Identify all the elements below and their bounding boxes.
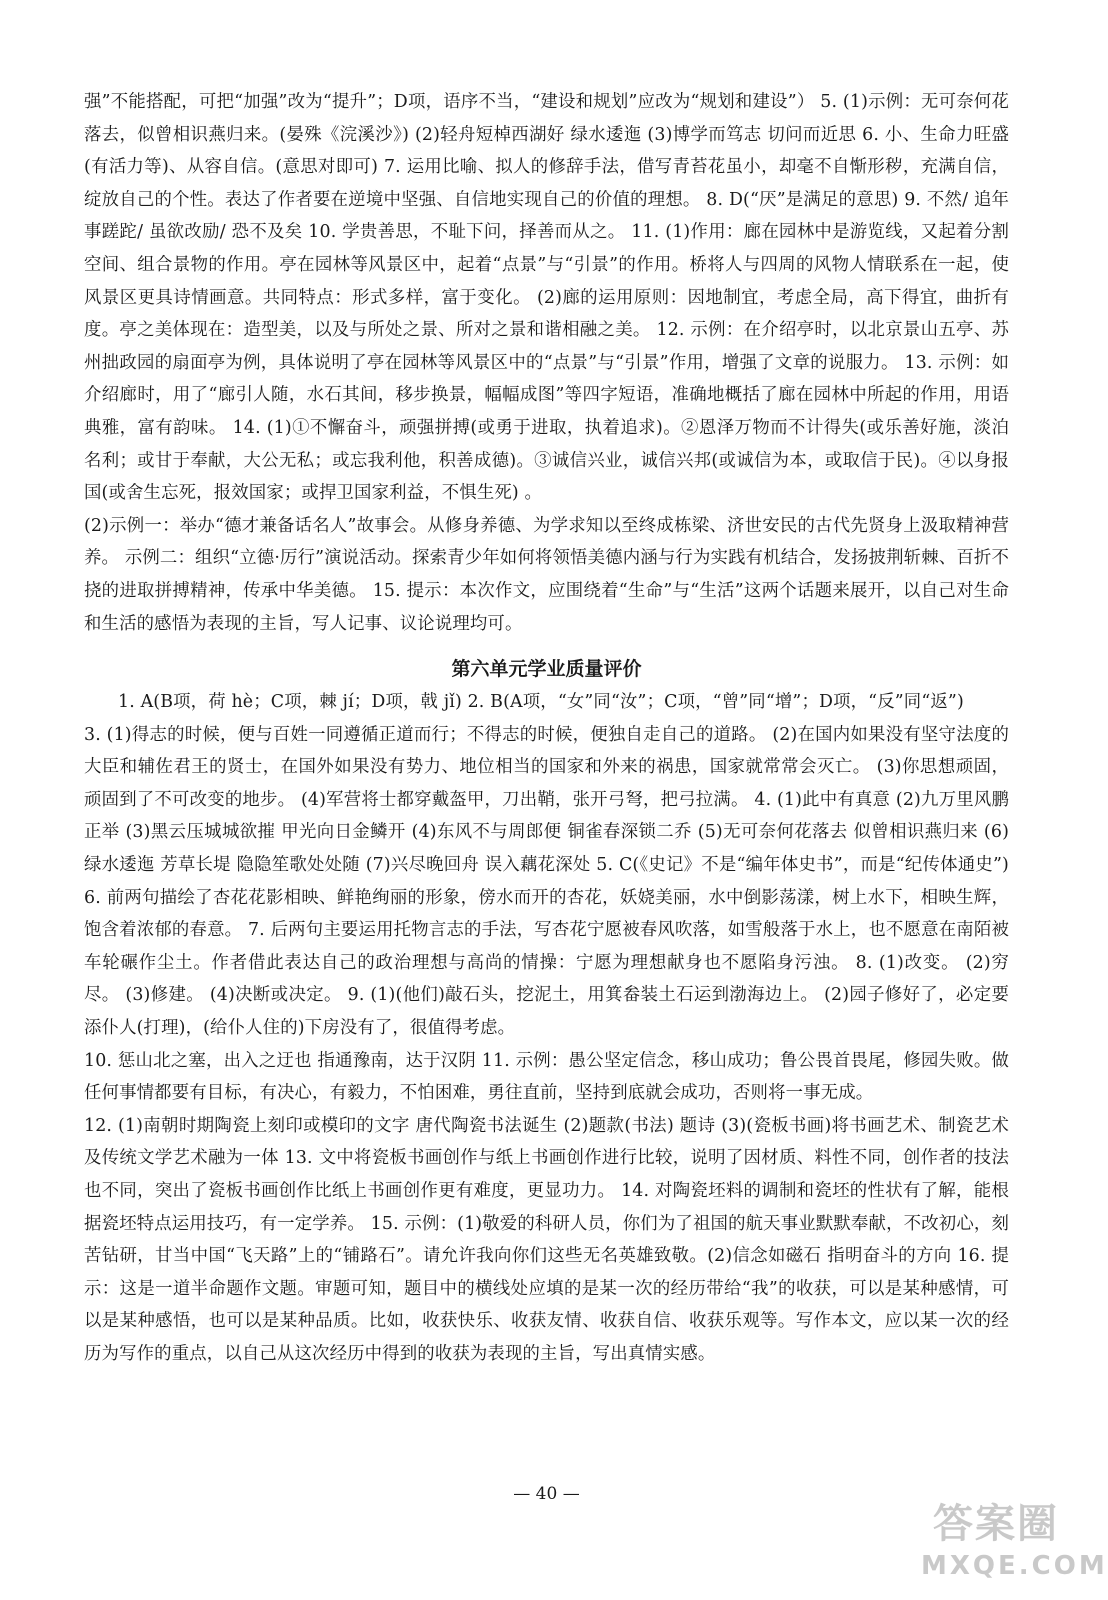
section-title: 第六单元学业质量评价 xyxy=(451,658,642,681)
watermark-logo-text: 答案圈 xyxy=(933,1501,1059,1547)
answer-page xyxy=(84,86,1009,1371)
answer-paragraph-2: (2)示例一：举办“德才兼备话名人”故事会。从修身养德、为学求知以至终成栋梁、济世安民的古代先贤身上汲取精神营养。 示例二：组织“立德·厉行”演说活动。探索青少年如何将领悟美德内涵与行为实践有机结合，发扬披荆斩棘、百折不挠的进取拼搏精神，传承中华美德。 15. 提示：本次作文，应围绕着“生命”与“生活”这两个话题来展开，以自己对生命和生活的感悟为表现的主旨，写人记事、议论说理均可。 xyxy=(84,515,1009,634)
answer-paragraph-3: 1. A(B项，荷 hè；C项，棘 jí；D项，戟 jǐ) 2. B(A项，“女”同“汝”；C项，“曾”同“增”；D项，“反”同“返”) xyxy=(118,692,964,713)
watermark-url-text: MXQE.COM xyxy=(921,1551,1108,1581)
page-number: — 40 — xyxy=(513,1484,580,1504)
site-watermark xyxy=(921,1498,1108,1594)
answer-paragraph-5: 10. 惩山北之塞，出入之迂也 指通豫南，达于汉阴 11. 示例：愚公坚定信念，移山成功；鲁公畏首畏尾，修园失败。做任何事情都要有目标，有决心，有毅力，不怕困难，勇往直前，坚持到底就会成功，否则将一事无成。 xyxy=(84,1050,1009,1104)
answer-paragraph-6: 12. (1)南朝时期陶瓷上刻印或模印的文字 唐代陶瓷书法诞生 (2)题款(书法) 题诗 (3)(瓷板书画)将书画艺术、制瓷艺术及传统文学艺术融为一体 13. 文中将瓷板书画创作与纸上书画创作进行比较，说明了因材质、料性不同，创作者的技法也不同，突出了瓷板书画创作比纸上书画创作更有难度，更显功力。 14. 对陶瓷坯料的调制和瓷坯的性状有了解，能根据瓷坯特点运用技巧，有一定学养。 15. 示例：(1)敬爱的科研人员，你们为了祖国的航天事业默默奉献，不改初心，刻苦钻研，甘当中国“飞天路”上的“铺路石”。请允许我向你们这些无名英雄致敬。(2)信念如磁石 指明奋斗的方向 16. 提示：这是一道半命题作文题。审题可知，题目中的横线处应填的是某一次的经历带给“我”的收获，可以是某种感情，可以是某种感悟，也可以是某种品质。比如，收获快乐、收获友情、收获自信、收获乐观等。写作本文，应以某一次的经历为写作的重点，以自己从这次经历中得到的收获为表现的主旨，写出真情实感。 xyxy=(84,1115,1009,1364)
answer-paragraph-4: 3. (1)得志的时候，便与百姓一同遵循正道而行；不得志的时候，便独自走自己的道路。 (2)在国内如果没有坚守法度的大臣和辅佐君王的贤士，在国外如果没有势力、地位相当的国家和外来的祸患，国家就常常会灭亡。 (3)你思想顽固，顽固到了不可改变的地步。 (4)军营将士都穿戴盔甲，刀出鞘，张开弓弩，把弓拉满。 4. (1)此中有真意 (2)九万里风鹏正举 (3)黑云压城城欲摧 甲光向日金鳞开 (4)东风不与周郎便 铜雀春深锁二乔 (5)无可奈何花落去 似曾相识燕归来 (6)绿水逶迤 芳草长堤 隐隐笙歌处处随 (7)兴尽晚回舟 误入藕花深处 5. C(《史记》不是“编年体史书”，而是“纪传体通史”) 6. 前两句描绘了杏花花影相映、鲜艳绚丽的形象，傍水而开的杏花，妖娆美丽，水中倒影荡漾，树上水下，相映生辉，饱含着浓郁的春意。 7. 后两句主要运用托物言志的手法，写杏花宁愿被春风吹落，如雪般落于水上，也不愿意在南陌被车轮碾作尘土。作者借此表达自己的政治理想与高尚的情操：宁愿为理想献身也不愿陷身污浊。 8. (1)改变。 (2)穷尽。 (3)修建。 (4)决断或决定。 9. (1)(他们)敲石头，挖泥土，用箕畚装土石运到渤海边上。 (2)园子修好了，必定要添仆人(打理)，(给仆人住的)下房没有了，很值得考虑。 xyxy=(84,724,1009,1039)
answer-paragraph-1: 强”不能搭配，可把“加强”改为“提升”；D项，语序不当，“建设和规划”应改为“规划和建设”） 5. (1)示例：无可奈何花落去，似曾相识燕归来。(晏殊《浣溪沙》) (2)轻舟短棹西湖好 绿水逶迤 (3)博学而笃志 切问而近思 6. 小、生命力旺盛(有活力等)、从容自信。(意思对即可) 7. 运用比喻、拟人的修辞手法，借写青苔花虽小，却毫不自惭形秽，充满自信，绽放自己的个性。表达了作者要在逆境中坚强、自信地实现自己的价值的理想。 8. D(“厌”是满足的意思) 9. 不然/ 追年事蹉跎/ 虽欲改励/ 恐不及矣 10. 学贵善思，不耻下问，择善而从之。 11. (1)作用：廊在园林中是游览线，又起着分割空间、组合景物的作用。亭在园林等风景区中，起着“点景”与“引景”的作用。桥将人与四周的风物人情联系在一起，使风景区更具诗情画意。共同特点：形式多样，富于变化。 (2)廊的运用原则：因地制宜，考虑全局，高下得宜，曲折有度。亭之美体现在：造型美，以及与所处之景、所对之景和谐相融之美。 12. 示例：在介绍亭时，以北京景山五亭、苏州拙政园的扇面亭为例，具体说明了亭在园林等风景区中的“点景”与“引景”作用，增强了文章的说服力。 13. 示例：如介绍廊时，用了“廊引人随，水石其间，移步换景，幅幅成图”等四字短语，准确地概括了廊在园林中所起的作用，用语典雅，富有韵味。 14. (1)①不懈奋斗，顽强拼搏(或勇于进取，执着追求)。②恩泽万物而不计得失(或乐善好施，淡泊名利；或甘于奉献，大公无私；或忘我利他，积善成德)。③诚信兴业，诚信兴邦(或诚信为本，或取信于民)。④以身报国(或舍生忘死，报效国家；或捍卫国家利益，不惧生死) 。 xyxy=(84,92,1009,504)
